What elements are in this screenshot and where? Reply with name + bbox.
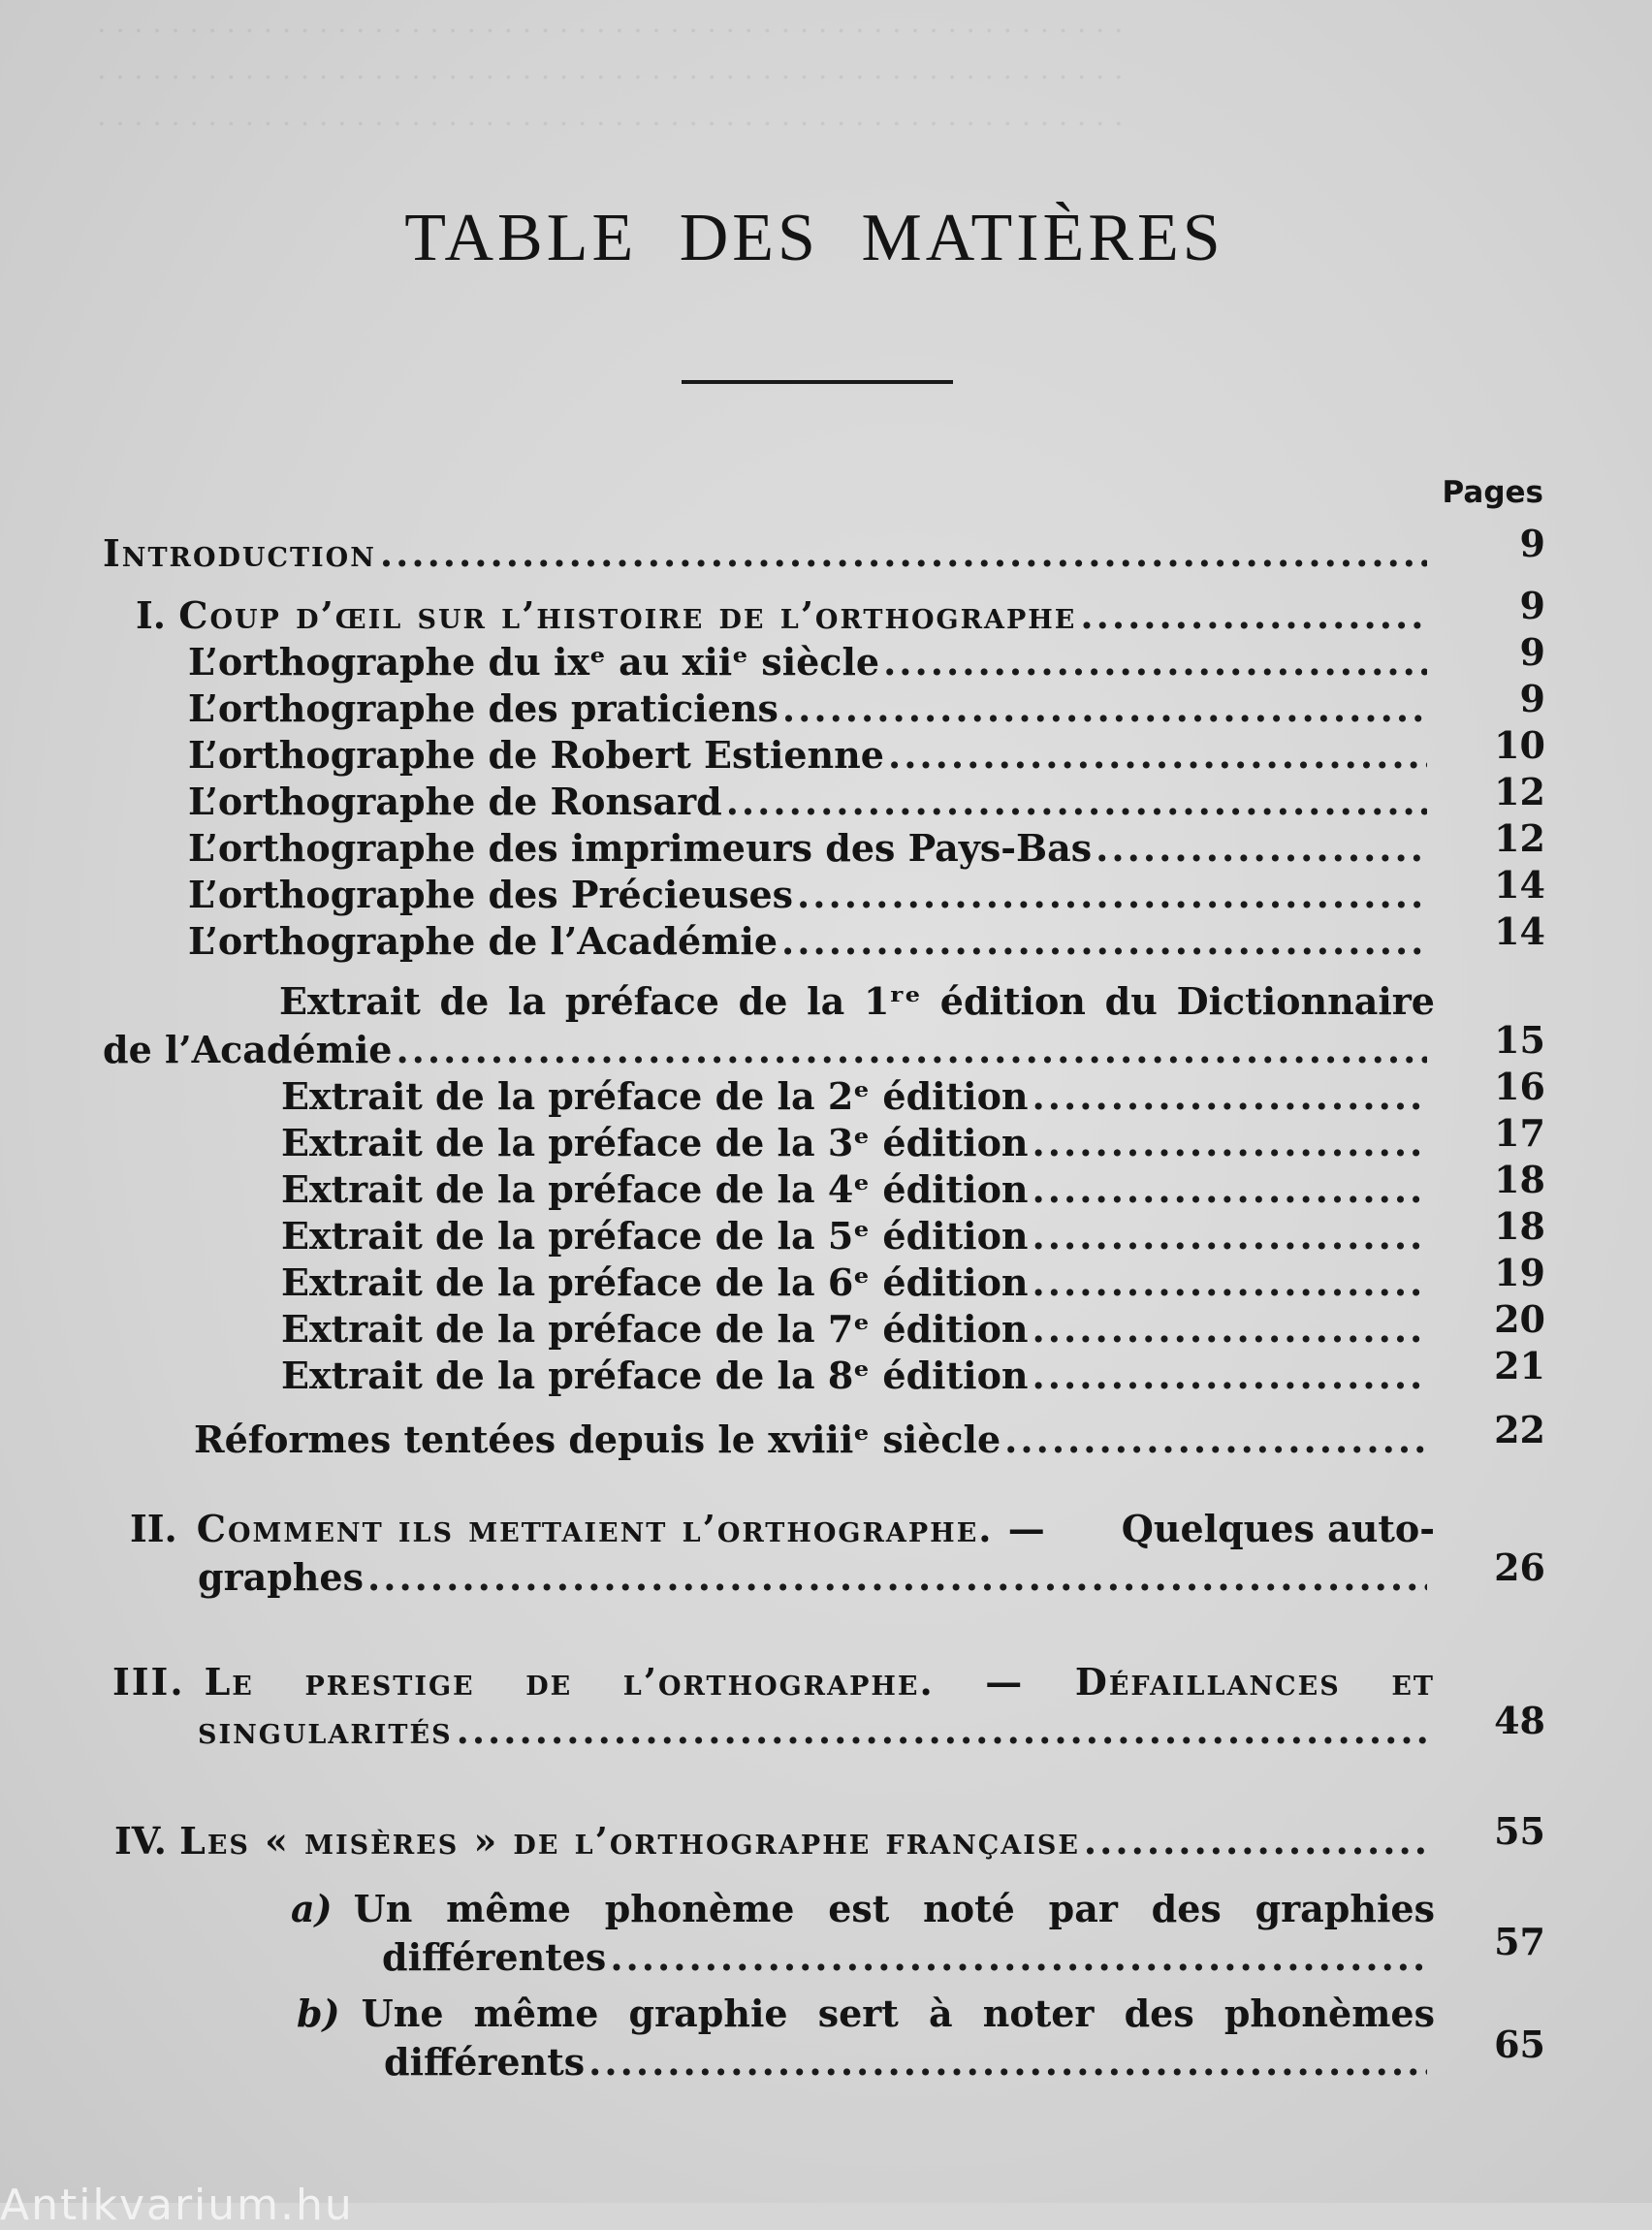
toc-entry[interactable] [281, 1121, 1435, 1169]
toc-entry[interactable] [194, 1418, 1435, 1466]
chapter-numeral: I. [136, 593, 167, 637]
leader-dots [726, 780, 1427, 823]
toc-entry-label: Extrait de la préface de la 2ᵉ édition [281, 1074, 1029, 1118]
leader-dots [1032, 1167, 1427, 1211]
subentry-marker: b) [297, 1991, 340, 2035]
toc-entry-label: Introduction [103, 531, 376, 575]
toc-subentry-b[interactable] [384, 2040, 1435, 2088]
leader-dots [367, 1555, 1427, 1599]
toc-entry-introduction[interactable] [103, 531, 1435, 580]
leader-dots [797, 873, 1427, 916]
page-title: TABLE DES MATIÈRES [404, 201, 1224, 275]
toc-entry[interactable] [188, 919, 1435, 968]
toc-entry-label: Extrait de la préface de la 5ᵉ édition [281, 1214, 1029, 1258]
toc-page-number: 17 [1494, 1111, 1545, 1155]
toc-entry[interactable] [103, 1028, 1435, 1076]
toc-entry-label: Coup d’œil sur l’histoire de l’orthographe [178, 593, 1077, 637]
toc-page-number: 19 [1494, 1251, 1545, 1294]
toc-entry-label: Une même graphie sert à noter des phonèmes [361, 1991, 1435, 2035]
toc-page-number: 21 [1494, 1344, 1545, 1387]
toc-page-number: 10 [1494, 723, 1545, 767]
toc-entry[interactable] [188, 640, 1435, 688]
toc-entry-label: Réformes tentées depuis le xviiiᵉ siècle [194, 1418, 1001, 1461]
chapter-numeral: IV. [114, 1819, 167, 1863]
pages-column-header: Pages [1442, 475, 1543, 510]
toc-page-number: 15 [1494, 1018, 1545, 1062]
toc-entry-label-cont: Quelques auto- [1121, 1507, 1435, 1550]
toc-page-number: 14 [1494, 863, 1545, 907]
leader-dots [1032, 1121, 1427, 1164]
leader-dots [888, 733, 1427, 777]
toc-entry-label: Un même phonème est noté par des graphies [353, 1887, 1435, 1930]
toc-chapter-3-line1[interactable] [112, 1660, 1435, 1704]
toc-page-number: 22 [1494, 1408, 1545, 1451]
toc-entry-label: différents [384, 2040, 586, 2084]
toc-entry[interactable] [281, 1260, 1435, 1309]
title-rule [682, 380, 953, 384]
toc-entry[interactable] [188, 686, 1435, 735]
toc-page-number: 9 [1519, 630, 1545, 674]
toc-page-number: 26 [1494, 1545, 1545, 1589]
toc-chapter-4[interactable] [114, 1819, 1435, 1867]
toc-entry[interactable] [281, 1214, 1435, 1262]
toc-entry[interactable] [188, 873, 1435, 921]
leader-dots [1032, 1074, 1427, 1118]
toc-chapter-1[interactable] [136, 593, 1435, 642]
toc-chapter-2[interactable] [198, 1555, 1435, 1604]
toc-entry-label: Extrait de la préface de la 8ᵉ édition [281, 1354, 1029, 1397]
toc-chapter-2-line1[interactable] [130, 1507, 1435, 1550]
chapter-numeral: II. [130, 1507, 177, 1550]
toc-entry-label: Les « misères » de l’orthographe française [179, 1819, 1080, 1863]
leader-dots [1080, 593, 1427, 637]
toc-page-number: 18 [1494, 1204, 1545, 1248]
toc-page-number: 20 [1494, 1297, 1545, 1341]
toc-page-number: 48 [1494, 1699, 1545, 1742]
toc-entry-label: Extrait de la préface de la 3ᵉ édition [281, 1121, 1029, 1164]
toc-page-number: 65 [1494, 2023, 1545, 2066]
leader-dots [1032, 1354, 1427, 1397]
leader-dots [610, 1935, 1427, 1979]
leader-dots [781, 919, 1427, 963]
toc-page-number: 9 [1519, 584, 1545, 627]
toc-entry[interactable] [188, 780, 1435, 828]
toc-entry-label: différentes [382, 1935, 607, 1979]
toc-entry-label: L’orthographe de Robert Estienne [188, 733, 884, 777]
toc-page-number: 18 [1494, 1158, 1545, 1201]
toc-entry[interactable] [281, 1167, 1435, 1216]
toc-page-number: 16 [1494, 1065, 1545, 1108]
toc-page-number: 12 [1494, 816, 1545, 860]
toc-entry[interactable] [281, 1354, 1435, 1402]
toc-entry-label: Extrait de la préface de la 4ᵉ édition [281, 1167, 1029, 1211]
toc-subentry-a[interactable] [382, 1935, 1435, 1984]
toc-entry-label: de l’Académie [103, 1028, 393, 1071]
leader-dots [380, 531, 1427, 575]
toc-entry-label: Comment ils mettaient l’orthographe. — [196, 1507, 1047, 1550]
toc-entry[interactable] [188, 826, 1435, 875]
toc-entry-label: L’orthographe des Précieuses [188, 873, 794, 916]
toc-page-number: 14 [1494, 909, 1545, 953]
toc-page-number: 9 [1519, 677, 1545, 720]
toc-entry-label: L’orthographe de Ronsard [188, 780, 722, 823]
leader-dots [883, 640, 1427, 684]
bleed-through-text: . . . . . . . . . . . . . . . . . . . . . . . . . . . . . . . . . . . . . . . . . . . . . . . . . . . . . . . . . . . . . . . . . . . . . . . . . . . . . . . . . . . . . . . . . . . . . . . . . . . . . . . . . . . . . . . . . . . . . . . . . . . . . . . . . . . . . . . . . . . . . . . . . . . . . . . . . . . . . . . . . . . . . . . . [97, 6, 1124, 133]
toc-entry[interactable] [281, 1074, 1435, 1123]
chapter-numeral: III. [112, 1660, 185, 1704]
toc-entry[interactable] [188, 733, 1435, 781]
toc-entry-label: singularités [198, 1708, 453, 1752]
toc-entry-label: graphes [198, 1555, 364, 1599]
leader-dots [588, 2040, 1427, 2084]
leader-dots [1084, 1819, 1427, 1863]
toc-page-number: 55 [1494, 1809, 1545, 1853]
leader-dots [1004, 1418, 1427, 1461]
toc-entry-label: Extrait de la préface de la 6ᵉ édition [281, 1260, 1029, 1304]
leader-dots [1032, 1260, 1427, 1304]
leader-dots [1032, 1214, 1427, 1258]
toc-entry-label: Extrait de la préface de la 7ᵉ édition [281, 1307, 1029, 1351]
watermark: Antikvarium.hu [0, 2181, 354, 2230]
toc-entry-label: Le prestige de l’orthographe. — Défaillances et [204, 1660, 1435, 1704]
leader-dots [1096, 826, 1427, 870]
toc-entry[interactable] [281, 1307, 1435, 1355]
toc-chapter-3[interactable] [198, 1708, 1435, 1757]
leader-dots [1032, 1307, 1427, 1351]
toc-entry-label: L’orthographe des imprimeurs des Pays-Bas [188, 826, 1093, 870]
leader-dots [457, 1708, 1427, 1752]
toc-page-number: 9 [1519, 522, 1545, 565]
toc-subentry-a-line1[interactable] [291, 1887, 1435, 1930]
subentry-marker: a) [291, 1887, 333, 1930]
leader-dots [396, 1028, 1427, 1071]
toc-entry-label: L’orthographe du ixᵉ au xiiᵉ siècle [188, 640, 880, 684]
toc-entry-label: L’orthographe de l’Académie [188, 919, 778, 963]
toc-page-number: 12 [1494, 770, 1545, 813]
toc-entry-label: Extrait de la préface de la 1ʳᵉ édition du Dictionnaire [279, 979, 1435, 1023]
toc-page-number: 57 [1494, 1920, 1545, 1963]
leader-dots [782, 686, 1427, 730]
toc-entry-label: L’orthographe des praticiens [188, 686, 778, 730]
toc-subentry-b-line1[interactable] [297, 1991, 1435, 2035]
